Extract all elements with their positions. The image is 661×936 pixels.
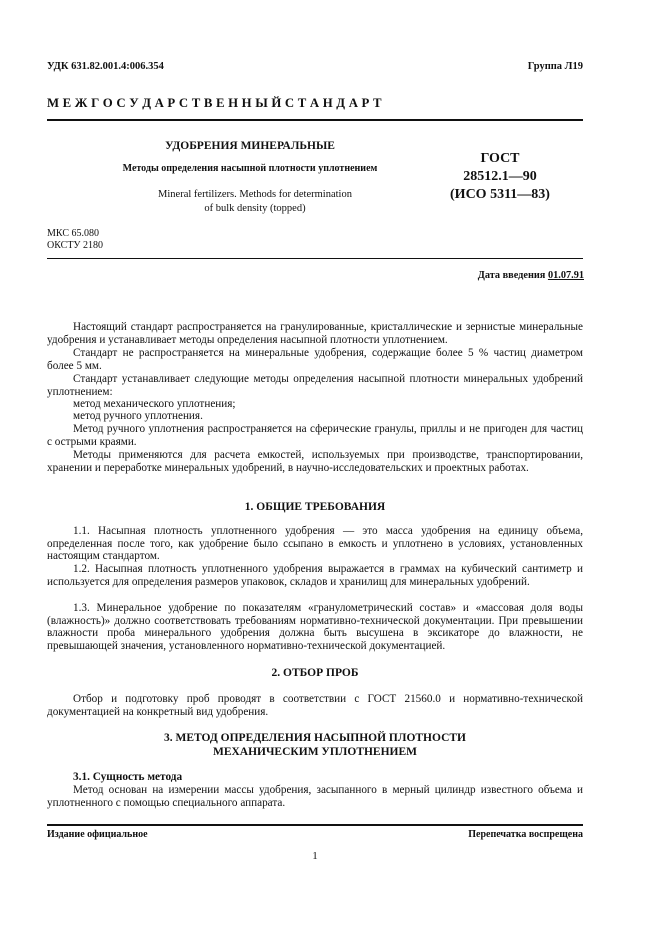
section1-p2: 1.2. Насыпная плотность уплотненного удобрения выражается в граммах на кубический сантиметр и используется для определения размеров упаковок, складов и хранилищ для минеральных удобрений. <box>47 563 583 588</box>
okstu-code: ОКСТУ 2180 <box>47 240 104 251</box>
mks-code: МКС 65.080 <box>47 228 99 239</box>
section2-title: 2. ОТБОР ПРОБ <box>271 667 359 679</box>
section1-title: 1. ОБЩИЕ ТРЕБОВАНИЯ <box>244 501 386 513</box>
footer-rule <box>47 824 583 826</box>
header-rule <box>47 119 583 121</box>
intro-p4: Метод ручного уплотнения распространяется на сферические гранулы, приллы и не пригоден для частиц с острыми краями. <box>47 423 583 448</box>
title-main: УДОБРЕНИЯ МИНЕРАЛЬНЫЕ <box>165 140 335 152</box>
udc-code: УДК 631.82.001.4:006.354 <box>47 61 164 72</box>
section1-p1: 1.1. Насыпная плотность уплотненного удобрения — это масса удобрения на единицу объема, определенная после того, как удобрение было ссыпано в емкость и уплотнено в условиях, установленных настоящим стандартом. <box>47 525 583 563</box>
section3-subtitle: 3.1. Сущность метода <box>73 771 183 783</box>
intro-li1: метод механического уплотнения; <box>73 398 236 410</box>
gost-label: ГОСТ <box>480 151 520 166</box>
codes-rule <box>47 258 583 259</box>
gost-number: 28512.1—90 <box>463 169 537 184</box>
group-code: Группа Л19 <box>527 61 583 72</box>
intro-date-label: Дата введения <box>477 270 548 281</box>
intro-p3: Стандарт устанавливает следующие методы определения насыпной плотности минеральных удобрений уплотнением: <box>47 373 583 398</box>
section3-title-line2: МЕХАНИЧЕСКИМ УПЛОТНЕНИЕМ <box>212 746 418 758</box>
title-en-line1: Mineral fertilizers. Methods for determination <box>158 189 352 200</box>
intro-p2: Стандарт не распространяется на минеральные удобрения, содержащие более 5 % частиц диаметром более 5 мм. <box>47 347 583 372</box>
gost-iso: (ИСО 5311—83) <box>450 187 550 202</box>
intro-date <box>478 270 584 281</box>
section1-p3: 1.3. Минеральное удобрение по показателям «гранулометрический состав» и «массовая доля воды (влажность)» должно соответствовать требованиям нормативно-технической документации. При превышении влажности проба минерального удобрения должна быть высушена в эксикаторе до влажности, не превышающей значения, установленного нормативно-технической документацией. <box>47 602 583 652</box>
standard-type: М Е Ж Г О С У Д А Р С Т В Е Н Н Ы Й С Т А Н Д А Р Т <box>47 96 382 110</box>
section3-p1: Метод основан на измерении массы удобрения, засыпанного в мерный цилиндр известного объема и уплотненного с помощью специального аппарата. <box>47 784 583 809</box>
section2-p1: Отбор и подготовку проб проводят в соответствии с ГОСТ 21560.0 и нормативно-технической документацией на конкретный вид удобрения. <box>47 693 583 718</box>
title-en-line2: of bulk density (topped) <box>204 203 306 214</box>
page-number: 1 <box>312 850 318 862</box>
title-sub: Методы определения насыпной плотности уплотнением <box>122 163 378 174</box>
footer-left: Издание официальное <box>47 829 148 840</box>
section3-title-line1: 3. МЕТОД ОПРЕДЕЛЕНИЯ НАСЫПНОЙ ПЛОТНОСТИ <box>163 732 467 744</box>
footer-right: Перепечатка воспрещена <box>468 829 583 840</box>
intro-p1: Настоящий стандарт распространяется на гранулированные, кристаллические и зернистые минеральные удобрения и устанавливает методы определения насыпной плотности уплотнением. <box>47 321 583 346</box>
intro-p5: Методы применяются для расчета емкостей, используемых при производстве, транспортировании, хранении и переработке минеральных удобрений, в научно-исследовательских и проектных работах. <box>47 449 583 474</box>
intro-date-value: 01.07.91 <box>547 270 584 281</box>
intro-li2: метод ручного уплотнения. <box>73 410 203 422</box>
